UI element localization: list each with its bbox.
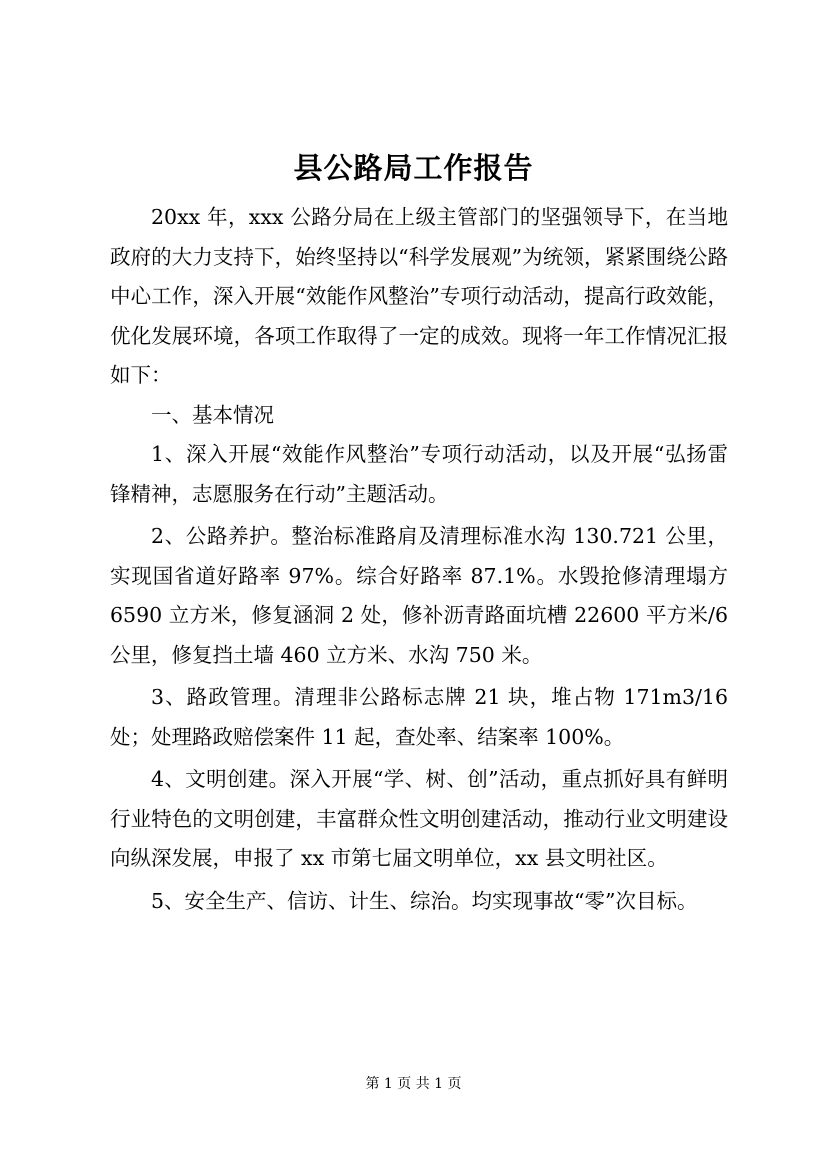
document-title: 县公路局工作报告	[293, 151, 534, 185]
item-3-paragraph: 3、路政管理。清理非公路标志牌 21 块，堆占物 171m3/16 处；处理路政赔偿案件 11 起，查处率、结案率 100%。	[110, 685, 728, 749]
item-4-paragraph: 4、文明创建。深入开展“学、树、创”活动，重点抓好具有鲜明行业特色的文明创建，丰富群众性文明创建活动，推动行业文明建设向纵深发展，申报了 xx 市第七届文明单位，xx 县文明社区。	[110, 767, 728, 870]
item-2-paragraph: 2、公路养护。整治标准路肩及清理标准水沟 130.721 公里，实现国省道好路率 97%。综合好路率 87.1%。水毁抢修清理塌方 6590 立方米，修复涵洞 2 处，修补沥青路面坑槽 22600 平方米/6 公里，修复挡土墙 460 立方米、水沟 750 米。	[110, 524, 728, 667]
page-footer: 第 1 页 共 1 页	[365, 1076, 462, 1092]
item-5-paragraph: 5、安全生产、信访、计生、综治。均实现事故“零”次目标。	[151, 888, 698, 913]
intro-paragraph: 20xx 年，xxx 公路分局在上级主管部门的坚强领导下，在当地政府的大力支持下，始终坚持以“科学发展观”为统领，紧紧围绕公路中心工作，深入开展“效能作风整治”专项行动活动，提高行政效能，优化发展环境，各项工作取得了一定的成效。现将一年工作情况汇报如下：	[110, 205, 728, 387]
document-body	[110, 198, 728, 921]
item-1-paragraph: 1、深入开展“效能作风整治”专项行动活动，以及开展“弘扬雷锋精神，志愿服务在行动”主题活动。	[110, 442, 728, 506]
section-heading-basic-situation: 一、基本情况	[151, 402, 274, 427]
